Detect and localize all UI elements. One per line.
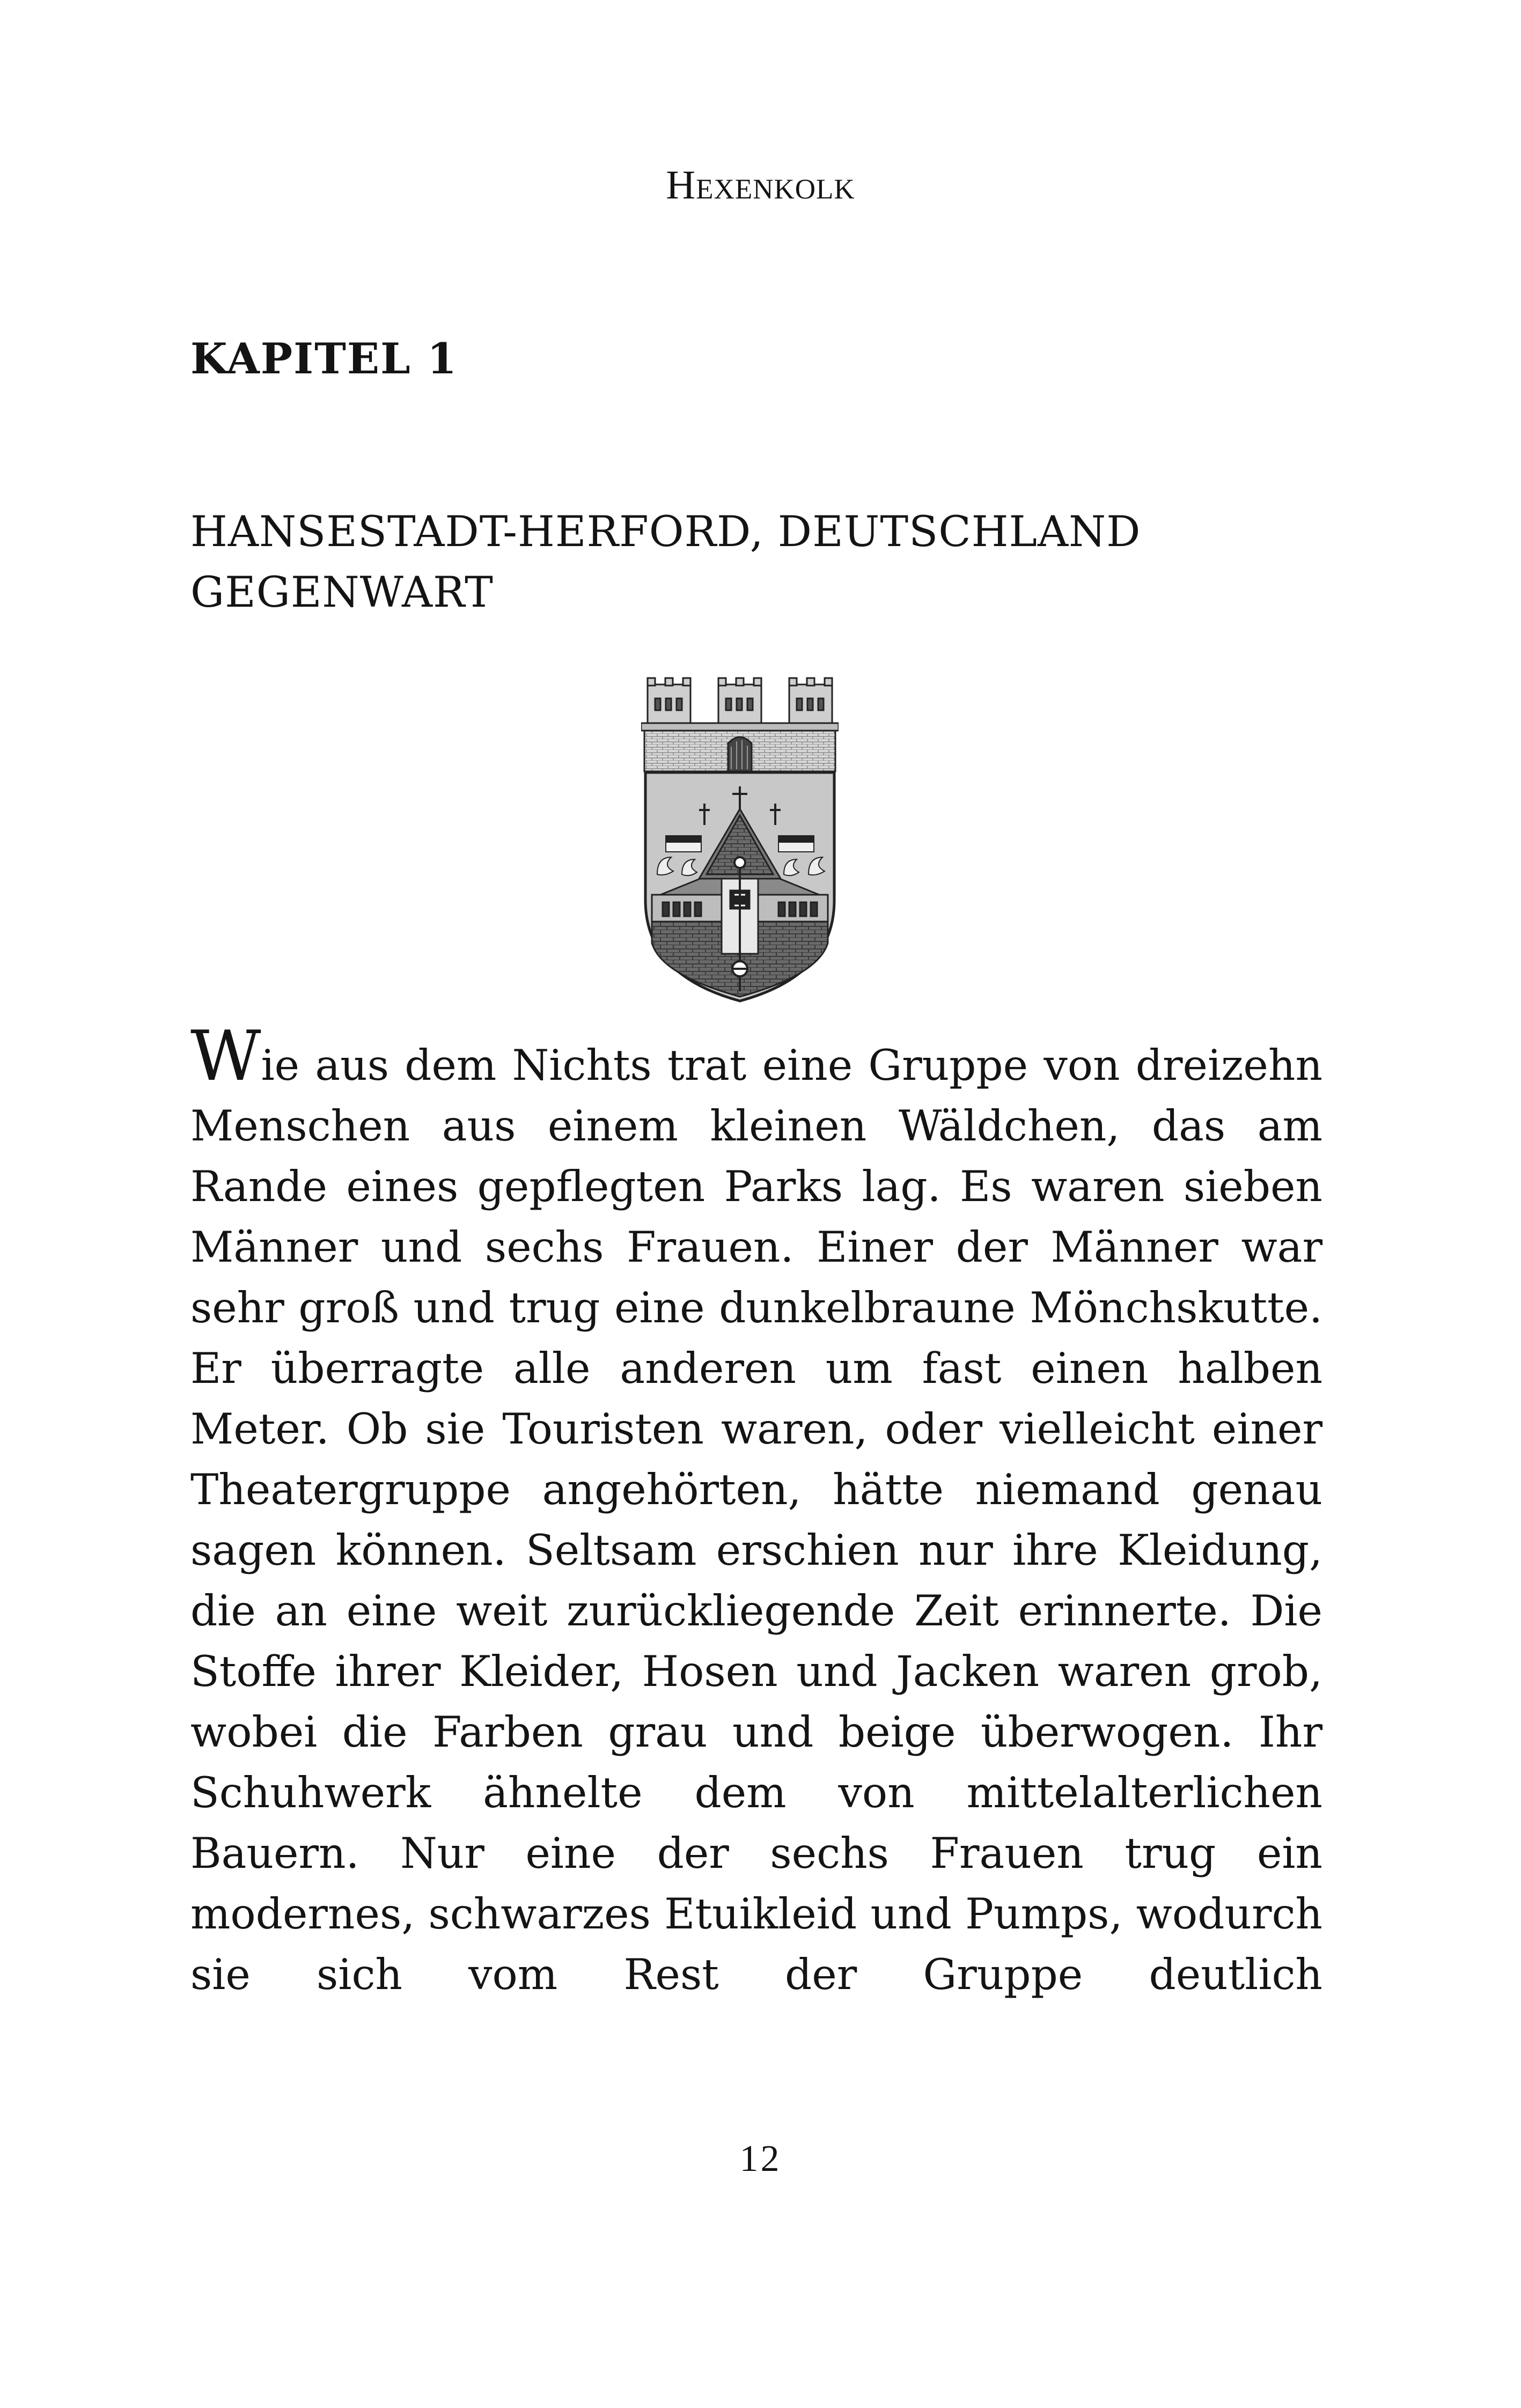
location-line: HANSESTADT-HERFORD, DEUTSCHLAND: [190, 507, 1141, 556]
chapter-title: KAPITEL 1: [190, 334, 458, 384]
drop-cap: W: [190, 1017, 261, 1096]
page-number: 12: [739, 2138, 782, 2179]
herford-coat-of-arms-icon: [641, 675, 839, 1003]
paragraph-text: ie aus dem Nichts trat eine Gruppe von dreizehn Menschen aus einem kleinen Wäldchen, das am Rande eines gepflegten Parks lag. Es waren sieben Männer und sechs Frauen. Einer der Männer war sehr groß und trug eine dunkelbraune Mönchskutte. Er überragte alle anderen um fast einen halben Meter. Ob sie Touristen waren, oder vielleicht einer Theatergruppe angehörten, hätte niemand genau sagen können. Seltsam erschien nur ihre Kleidung, die an eine weit zurückliegende Zeit erinnerte. Die Stoffe ihrer Kleider, Hosen und Jacken waren grob, wobei die Farben grau und beige überwogen. Ihr Schuhwerk ähnelte dem von mittelalterlichen Bauern. Nur eine der sechs Frauen trug ein modernes, schwarzes Etuikleid und Pumps, wodurch sie sich vom Rest der Gruppe deutlich: [190, 1041, 1322, 1999]
body-paragraph: [190, 1017, 1322, 2005]
running-head: Hexenkolk: [666, 163, 855, 208]
time-line: GEGENWART: [190, 568, 494, 617]
